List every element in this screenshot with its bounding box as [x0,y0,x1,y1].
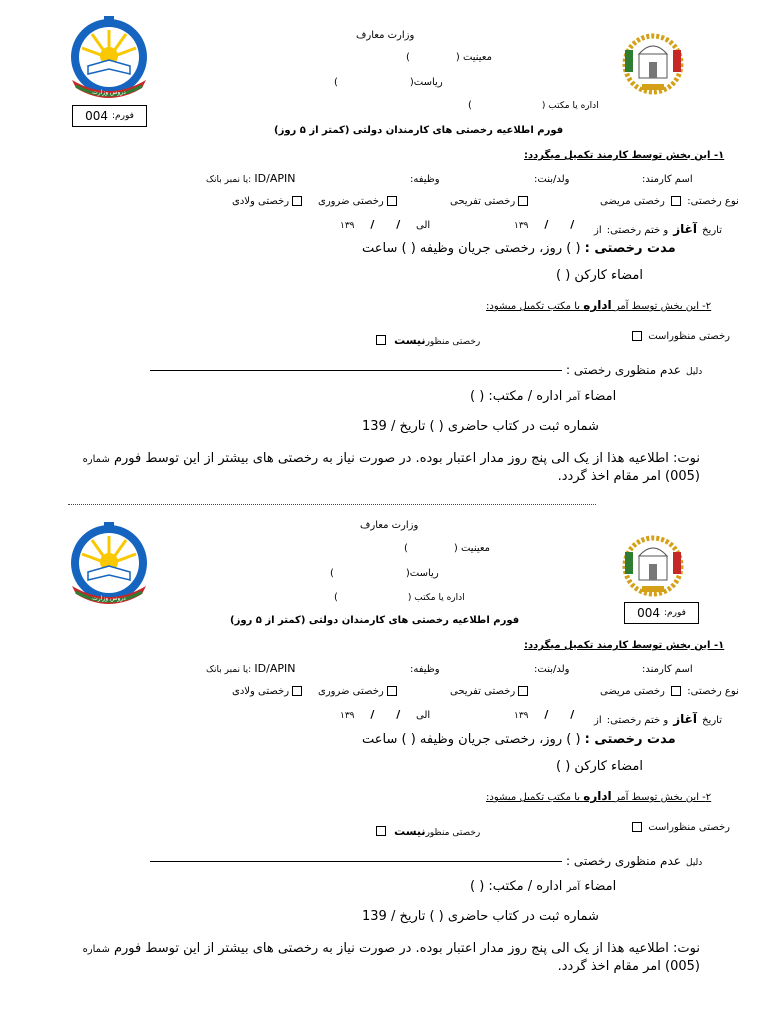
date-from-field[interactable] [514,218,574,231]
leave-option-maternity [232,686,305,697]
section2-heading-c: یا مکتب تکمیل میشود: [486,792,581,803]
manager-sig-label-c: اداره / مکتب: ( ) [470,389,563,404]
manager-sig-label-c: اداره / مکتب: ( ) [470,879,563,894]
rejection-reason-label [566,359,702,378]
approved-option [596,331,730,342]
bank-label: یا نمبر بانک: [206,175,252,185]
recreational-leave-label: رخصتی تفریحی [450,686,516,697]
emergency-leave-checkbox[interactable] [387,686,397,696]
date-to-field[interactable] [340,708,400,721]
date-to-slash-1: / [370,708,375,721]
note-text-a: نوت: اطلاعیه هذا از یک الی پنج روز مدار اعتبار بوده. در صورت نیاز به رخصتی های بیشتر از این توسط فورم [113,451,700,466]
sick-leave-checkbox[interactable] [671,686,681,696]
date-to-field[interactable] [340,218,400,231]
date-to-year: ۱۳۹ [340,711,355,721]
id-bank-label [206,662,295,675]
directorate-close: ) [330,568,334,579]
section2-heading [486,789,711,803]
maternity-leave-label: رخصتی ولادی [232,686,290,697]
reason-label: عدم منظوری رخصتی : [566,363,681,377]
leave-option-emergency [318,196,400,207]
leave-type-row [600,196,739,207]
maternity-leave-label: رخصتی ولادی [232,196,290,207]
leave-type-label: نوع رخصتی: [687,686,739,697]
emergency-leave-checkbox[interactable] [387,196,397,206]
section2-heading [486,298,711,312]
leave-duration-text: ( ) روز، رخصتی جریان وظیفه ( ) ساعت [362,732,581,747]
employee-signature: امضاء کارکن ( ) [556,268,643,283]
date-label-begin: آغاز [673,222,697,236]
sick-leave-label: رخصتی مریضی [600,196,665,207]
reason-small-label: دلیل [686,367,703,377]
leave-option-emergency [318,686,400,697]
cut-line [68,504,596,505]
emergency-leave-label: رخصتی ضروری [318,196,384,207]
date-from-slash-1: / [544,708,549,721]
reason-label: عدم منظوری رخصتی : [566,854,681,868]
ministry-name: وزارت معارف [360,520,419,531]
employee-name-label: اسم کارمند: [642,174,693,185]
directorate-field [334,77,443,88]
directorate-close: ) [334,77,338,88]
date-from-year: ۱۳۹ [514,711,529,721]
note-text-c: (005) امر مقام اخذ گردد. [557,469,700,484]
date-from-label: از [594,225,602,236]
office-close: ) [334,592,338,603]
manager-signature [470,879,616,894]
deputy-label: معینیت ( [455,52,492,63]
form-note [68,940,700,975]
manager-sig-label-b: آمر [566,882,581,893]
date-from-label: از [594,715,602,726]
recreational-leave-checkbox[interactable] [518,196,528,206]
directorate-label: ریاست( [405,568,439,579]
deputy-field [404,543,490,554]
approved-checkbox[interactable] [632,331,642,341]
section2-heading-a: ۲- این بخش توسط آمر [614,792,712,803]
rejection-reason-line[interactable] [150,861,562,862]
date-label-end: و ختم رخصتی: [606,715,669,726]
leave-date-label [594,218,722,237]
manager-signature [470,389,616,404]
note-text-b: شماره [82,944,110,955]
approved-label: رخصتی منظوراست [648,822,730,833]
father-name-label: ولد/بنت: [534,174,570,185]
leave-duration-row [362,732,676,747]
form-note [68,450,700,485]
rejection-reason-label [566,850,702,869]
not-approved-checkbox[interactable] [376,826,386,836]
date-label-start: تاریخ [702,715,722,726]
manager-sig-label-a: امضاء [584,389,617,404]
position-label: وظیفه: [410,664,440,675]
leave-duration-label: مدت رخصتی : [584,732,676,747]
leave-type-row [600,686,739,697]
leave-option-recreational [450,686,531,697]
office-field [468,100,599,111]
deputy-label: معینیت ( [453,543,491,554]
attendance-register: شماره ثبت در کتاب حاضری ( ) تاریخ / 139 [362,909,599,924]
position-label: وظیفه: [410,174,440,185]
leave-type-label: نوع رخصتی: [687,196,739,207]
recreational-leave-label: رخصتی تفریحی [450,196,516,207]
manager-sig-label-b: آمر [566,392,581,403]
ministry-name: وزارت معارف [356,30,415,41]
form-title: فورم اطلاعیه رخصتی های کارمندان دولتی (کمتر از ۵ روز) [230,615,520,626]
section2-heading-a: ۲- این بخش توسط آمر [614,301,712,312]
recreational-leave-checkbox[interactable] [518,686,528,696]
id-apin-label: ID/APIN [254,662,296,675]
not-approved-label-a: رخصتی منظور [425,828,481,838]
deputy-close: ) [405,52,410,63]
logo-caption: دروس وزارت [92,595,126,602]
directorate-field [330,568,439,579]
deputy-close: ) [404,543,408,554]
id-apin-label: ID/APIN [254,172,296,185]
not-approved-label-a: رخصتی منظور [425,337,481,347]
leave-option-recreational [450,196,531,207]
leave-date-label [594,708,722,727]
employee-name-label: اسم کارمند: [642,664,693,675]
sick-leave-label: رخصتی مریضی [600,686,665,697]
date-to-slash-2: / [396,218,401,231]
date-from-slash-1: / [544,218,549,231]
not-approved-option [348,329,480,348]
maternity-leave-checkbox[interactable] [292,686,302,696]
rejection-reason-line[interactable] [150,370,562,371]
note-text-a: نوت: اطلاعیه هذا از یک الی پنج روز مدار اعتبار بوده. در صورت نیاز به رخصتی های بیشتر از این توسط فورم [113,941,700,956]
employee-signature: امضاء کارکن ( ) [556,759,643,774]
leave-option-maternity [232,196,305,207]
date-from-year: ۱۳۹ [514,221,529,231]
not-approved-label-b: نیست [394,825,426,838]
form-number-box [624,602,699,624]
bank-label: یا نمبر بانک: [206,665,252,675]
leave-duration-label: مدت رخصتی : [584,241,676,256]
form-label: فورم: [664,608,686,618]
form-label: فورم: [112,111,134,121]
section1-heading: ۱- این بخش توسط کارمند تکمیل میگردد: [524,640,725,651]
leave-duration-row [362,241,676,256]
section2-heading-b: اداره [583,298,612,312]
date-label-begin: آغاز [673,712,697,726]
not-approved-option [348,820,480,839]
date-to-year: ۱۳۹ [340,221,355,231]
attendance-register: شماره ثبت در کتاب حاضری ( ) تاریخ / 139 [362,419,599,434]
form-number-box [72,105,147,127]
form-title: فورم اطلاعیه رخصتی های کارمندان دولتی (کمتر از ۵ روز) [274,125,564,136]
id-bank-label [206,172,295,185]
section1-heading: ۱- این بخش توسط کارمند تکمیل میگردد: [524,150,725,161]
approved-checkbox[interactable] [632,822,642,832]
date-from-slash-2: / [570,708,575,721]
note-text-b: شماره [82,454,110,465]
sick-leave-checkbox[interactable] [671,196,681,206]
office-field [334,592,465,603]
form-number: 004 [85,109,108,123]
date-from-field[interactable] [514,708,574,721]
ministry-education-logo [66,14,152,100]
note-text-c: (005) امر مقام اخذ گردد. [557,959,700,974]
national-emblem [620,530,686,606]
date-label-start: تاریخ [702,225,722,236]
directorate-label: ریاست( [409,77,443,88]
not-approved-label-b: نیست [394,334,426,347]
not-approved-checkbox[interactable] [376,335,386,345]
date-to-slash-2: / [396,708,401,721]
logo-caption: دروس وزارت [92,89,126,96]
office-close: ) [468,100,472,111]
office-label: اداره یا مکتب ( [541,101,599,111]
form-number: 004 [637,606,660,620]
date-to-label: الی [416,710,431,721]
reason-small-label: دلیل [686,858,703,868]
leave-duration-text: ( ) روز، رخصتی جریان وظیفه ( ) ساعت [362,241,581,256]
date-to-slash-1: / [370,218,375,231]
date-from-slash-2: / [570,218,575,231]
date-label-end: و ختم رخصتی: [606,225,669,236]
maternity-leave-checkbox[interactable] [292,196,302,206]
manager-sig-label-a: امضاء [584,879,617,894]
emergency-leave-label: رخصتی ضروری [318,686,384,697]
section2-heading-c: یا مکتب تکمیل میشود: [486,301,581,312]
deputy-field [404,52,492,63]
approved-option [596,822,730,833]
ministry-education-logo [66,520,152,606]
national-emblem [620,28,686,104]
section2-heading-b: اداره [583,789,612,803]
office-label: اداره یا مکتب ( [407,593,465,603]
approved-label: رخصتی منظوراست [648,331,730,342]
father-name-label: ولد/بنت: [534,664,570,675]
date-to-label: الی [416,220,431,231]
